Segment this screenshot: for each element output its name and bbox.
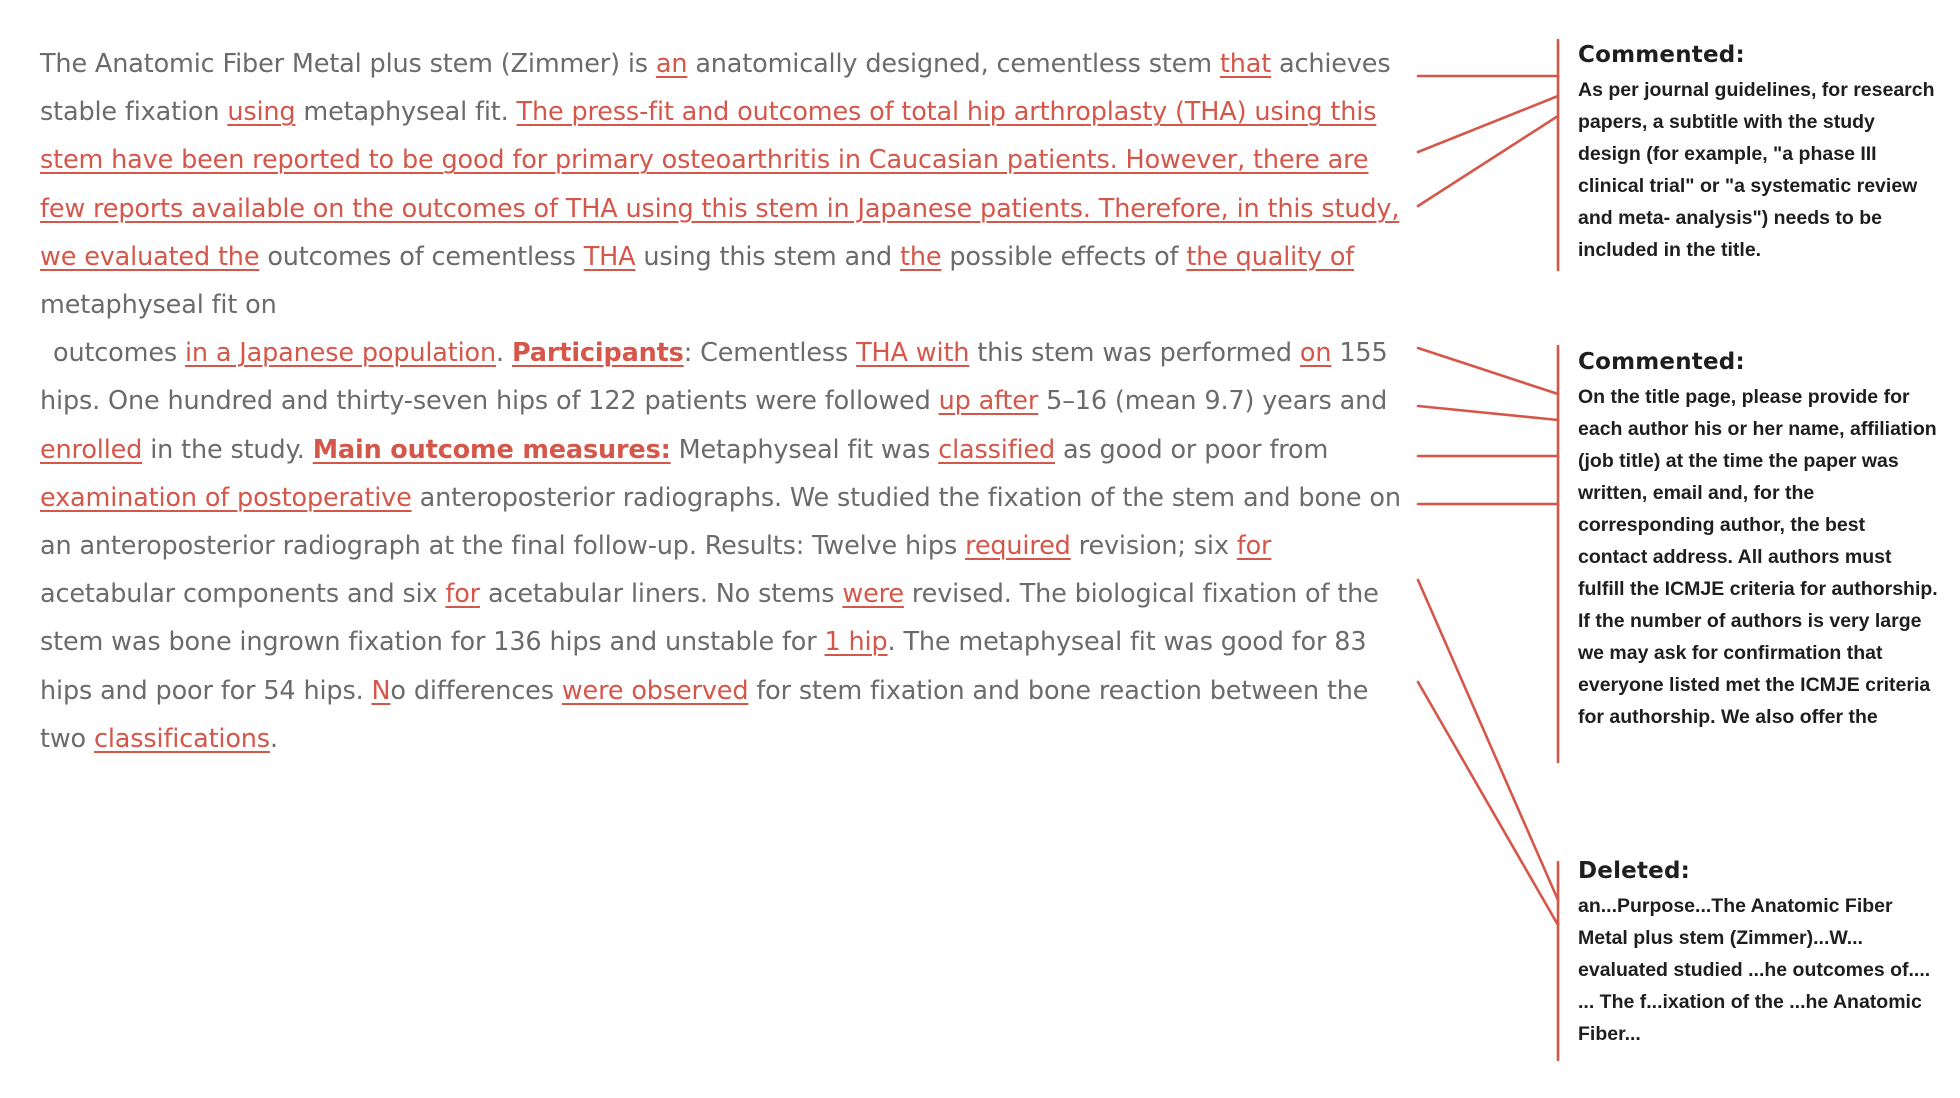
tracked-insertion[interactable]: THA with <box>856 338 970 369</box>
body-text-run: achieves stable fixation <box>40 49 1391 128</box>
deletion-balloon[interactable] <box>1578 856 1938 1056</box>
tracked-insertion[interactable]: were <box>842 579 904 610</box>
tracked-insertion[interactable]: enrolled <box>40 434 143 465</box>
tracked-insertion[interactable]: THA <box>583 241 636 272</box>
body-text-run: acetabular components and six <box>40 579 446 610</box>
body-text-run: . The metaphyseal fit was good for 83 hips and poor for 54 hips. <box>40 627 1367 706</box>
comment-type-label: Commented: <box>1578 349 1745 375</box>
tracked-insertion[interactable]: an <box>655 49 688 79</box>
tracked-insertion[interactable]: required <box>965 531 1071 562</box>
tracked-insertion[interactable]: using <box>227 97 296 128</box>
deletion-text: an...Purpose...The Anatomic Fiber Metal plus stem (Zimmer)...W... evaluated studied ...he outcomes of.... ... The f...ixation of the ...he Anatomic Fiber... <box>1578 895 1931 1045</box>
body-text-run: The Anatomic Fiber Metal plus stem (Zimmer) is <box>40 49 656 79</box>
body-text-run: for stem fixation and bone reaction between the two <box>40 675 1369 754</box>
body-text-run: 155 hips. One hundred and thirty-seven hips of 122 patients were followed <box>40 338 1388 417</box>
body-text-run: 5–16 (mean 9.7) years and <box>1038 386 1388 417</box>
body-text-run: outcomes <box>53 338 185 369</box>
tracked-insertion[interactable]: classifications <box>93 723 270 754</box>
body-text-run: metaphyseal fit. <box>295 97 517 128</box>
body-text-run: revised. The biological fixation of the stem was bone ingrown fixation for 136 hips and unstable for <box>40 579 1379 658</box>
connector-line <box>1418 116 1558 206</box>
comment-balloon[interactable] <box>1578 40 1938 265</box>
body-text-run: as good or poor from <box>1055 434 1329 465</box>
tracked-insertion[interactable]: that <box>1219 49 1272 79</box>
tracked-insertion[interactable]: Participants <box>511 338 684 369</box>
body-text-run: : Cementless <box>683 338 857 369</box>
tracked-insertion[interactable]: The press-fit and outcomes of total hip arthroplasty (THA) using this stem have been reported to be good for primary osteoarthritis in Caucasian patients. However, there are few reports available on the outcomes of THA using this stem in Japanese patients. Therefore, in this study, we evaluated the <box>40 97 1400 272</box>
tracked-insertion[interactable]: were observed <box>561 675 749 706</box>
tracked-insertion[interactable]: Main outcome measures: <box>312 434 671 465</box>
body-text-run: outcomes of cementless <box>259 241 584 272</box>
tracked-insertion[interactable]: 1 hip <box>824 627 888 658</box>
connector-line <box>1418 348 1558 394</box>
body-text-run: anteroposterior radiographs. We studied the fixation of the stem and bone on an anteroposterior radiograph at the final follow-up. Results: Twelve hips <box>40 482 1401 562</box>
connector-line <box>1418 96 1558 152</box>
body-text-run: . <box>496 338 512 369</box>
body-text-run: possible effects of <box>941 241 1187 272</box>
comment-balloon[interactable] <box>1578 347 1938 760</box>
tracked-insertion[interactable]: examination of postoperative <box>40 482 412 513</box>
deletion-type-label: Deleted: <box>1578 858 1691 884</box>
tracked-insertion[interactable]: for <box>1236 531 1272 562</box>
body-text-run: metaphyseal fit on <box>40 290 277 321</box>
comment-type-label: Commented: <box>1578 42 1745 68</box>
body-text-run: anatomically designed, cementless stem <box>687 49 1220 79</box>
tracked-insertion[interactable]: on <box>1299 338 1332 369</box>
tracked-insertion[interactable]: the <box>900 241 942 272</box>
body-text-run: revision; six <box>1070 531 1237 562</box>
comment-text: As per journal guidelines, for research papers, a subtitle with the study design (for example, "a phase III clinical trial" or "a systematic review and meta- analysis") needs to be included in the title. <box>1578 79 1935 261</box>
body-text-run: Metaphyseal fit was <box>670 434 939 465</box>
body-text-run: using this stem and <box>635 241 901 272</box>
tracked-insertion[interactable]: classified <box>938 434 1056 465</box>
tracked-insertion[interactable]: the quality of <box>1186 241 1355 272</box>
tracked-insertion[interactable]: in a Japanese population <box>184 338 497 369</box>
connector-line <box>1418 682 1558 925</box>
tracked-insertion[interactable]: N <box>371 675 391 706</box>
tracked-insertion[interactable]: up after <box>938 386 1039 417</box>
comment-text: On the title page, please provide for each author his or her name, affiliation (job title) at the time the paper was written, email and, for the corresponding author, the best contact address. All authors must fulfill the ICMJE criteria for authorship. If the number of authors is very large we may ask for confirmation that everyone listed met the ICMJE criteria for authorship. We also offer the <box>1578 386 1938 728</box>
body-text-run: in the study. <box>142 434 313 465</box>
body-text-run: acetabular liners. No stems <box>480 579 843 610</box>
body-text-run: this stem was performed <box>969 338 1300 369</box>
tracked-insertion[interactable]: for <box>445 579 481 610</box>
connector-line <box>1418 406 1558 420</box>
body-text-run: o differences <box>390 675 562 706</box>
body-text-run: . <box>269 723 278 754</box>
connector-line <box>1418 580 1558 900</box>
